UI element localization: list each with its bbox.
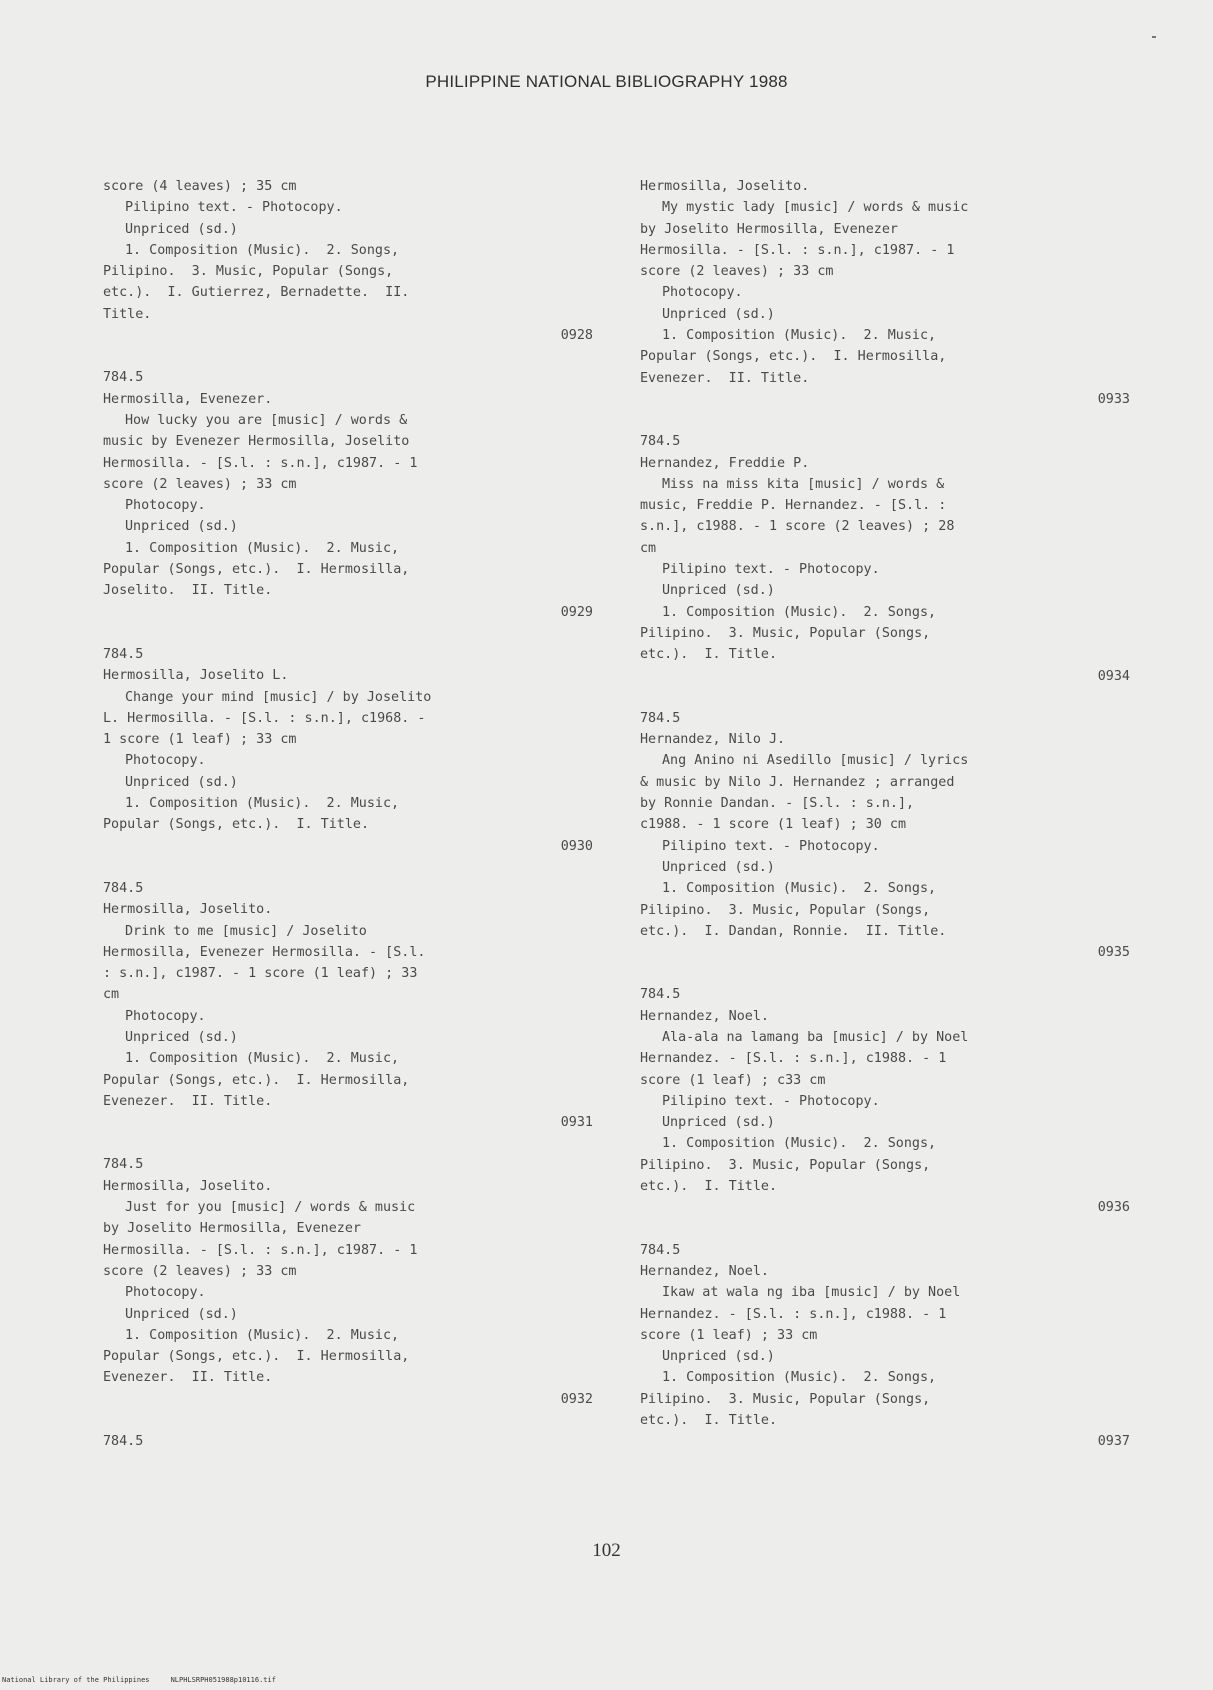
- entry-line: & music by Nilo J. Hernandez ; arranged: [640, 774, 955, 790]
- entry-line: music by Evenezer Hermosilla, Joselito: [103, 434, 410, 450]
- entry-line: Hermosilla, Joselito.: [103, 902, 273, 918]
- entry-line: by Ronnie Dandan. - [S.l. : s.n.],: [640, 796, 915, 812]
- entry-line: L. Hermosilla. - [S.l. : s.n.], c1968. -: [103, 710, 426, 726]
- entry-line: Miss na miss kita [music] / words &: [662, 476, 945, 492]
- scan-mark: [1152, 36, 1156, 38]
- entry-line: score (2 leaves) ; 33 cm: [103, 476, 297, 492]
- entry-line: Hernandez, Nilo J.: [640, 732, 786, 748]
- bibliography-entry: [103, 878, 593, 1134]
- entry-number: 0935: [1097, 945, 1130, 961]
- classification-number: 784.5: [103, 370, 144, 386]
- entry-line: 1. Composition (Music). 2. Music,: [125, 1327, 400, 1343]
- entry-line: etc.). I. Title.: [640, 1179, 778, 1195]
- entry-line: score (1 leaf) ; c33 cm: [640, 1072, 826, 1088]
- entry-number: 0933: [1097, 391, 1130, 407]
- page-header: PHILIPPINE NATIONAL BIBLIOGRAPHY 1988: [425, 72, 788, 91]
- entry-line: etc.). I. Title.: [640, 1413, 778, 1429]
- classification-number: 784.5: [103, 1434, 144, 1450]
- entry-line: Photocopy.: [662, 285, 743, 301]
- entry-line: Ala-ala na lamang ba [music] / by Noel: [662, 1029, 969, 1045]
- entry-line: : s.n.], c1987. - 1 score (1 leaf) ; 33: [103, 966, 418, 982]
- right-column: [640, 176, 1130, 1474]
- entry-line: Unpriced (sd.): [662, 583, 775, 599]
- entry-line: Unpriced (sd.): [662, 306, 775, 322]
- entry-line: 1. Composition (Music). 2. Songs,: [662, 604, 937, 620]
- entry-line: Drink to me [music] / Joselito: [125, 923, 367, 939]
- entry-line: Pilipino text. - Photocopy.: [662, 1093, 880, 1109]
- entry-line: Hermosilla. - [S.l. : s.n.], c1987. - 1: [103, 1242, 418, 1258]
- entry-line: Change your mind [music] / by Joselito: [125, 689, 432, 705]
- entry-line: Popular (Songs, etc.). I. Hermosilla,: [640, 349, 947, 365]
- classification-number: 784.5: [640, 1242, 681, 1258]
- bibliography-entry: [640, 984, 1130, 1218]
- entry-number: 0934: [1097, 668, 1130, 684]
- entry-line: 1. Composition (Music). 2. Songs,: [662, 1370, 937, 1386]
- bibliography-entry: [103, 176, 593, 346]
- entry-line: Hermosilla. - [S.l. : s.n.], c1987. - 1: [640, 242, 955, 258]
- entry-line: Photocopy.: [125, 498, 206, 514]
- entry-line: Evenezer. II. Title.: [103, 1093, 273, 1109]
- bibliography-entry: [640, 1240, 1130, 1453]
- entry-line: 1. Composition (Music). 2. Music,: [125, 540, 400, 556]
- entry-line: Evenezer. II. Title.: [640, 370, 810, 386]
- scan-footer: National Library of the Philippines NLPHLSRPH051988p10116.tif: [2, 1676, 276, 1684]
- classification-number: 784.5: [103, 646, 144, 662]
- entry-line: Popular (Songs, etc.). I. Hermosilla,: [103, 1072, 410, 1088]
- entry-line: Photocopy.: [125, 1008, 206, 1024]
- entry-line: Hernandez. - [S.l. : s.n.], c1988. - 1: [640, 1051, 947, 1067]
- entry-line: by Joselito Hermosilla, Evenezer: [640, 221, 898, 237]
- entry-line: etc.). I. Dandan, Ronnie. II. Title.: [640, 923, 947, 939]
- entry-line: Unpriced (sd.): [125, 774, 238, 790]
- entry-line: Pilipino. 3. Music, Popular (Songs,: [640, 902, 931, 918]
- entry-number: 0936: [1097, 1200, 1130, 1216]
- entry-line: Evenezer. II. Title.: [103, 1370, 273, 1386]
- entry-line: 1. Composition (Music). 2. Songs,: [662, 881, 937, 897]
- entry-line: Joselito. II. Title.: [103, 583, 273, 599]
- entry-line: music, Freddie P. Hernandez. - [S.l. :: [640, 498, 947, 514]
- entry-line: Hermosilla, Evenezer.: [103, 391, 273, 407]
- entry-line: etc.). I. Gutierrez, Bernadette. II.: [103, 285, 410, 301]
- entry-line: Hermosilla, Evenezer Hermosilla. - [S.l.: [103, 944, 426, 960]
- entry-line: 1. Composition (Music). 2. Music,: [125, 1051, 400, 1067]
- classification-number: 784.5: [640, 987, 681, 1003]
- entry-line: Unpriced (sd.): [662, 859, 775, 875]
- bibliography-entry: [640, 708, 1130, 964]
- entry-line: score (2 leaves) ; 33 cm: [103, 1263, 297, 1279]
- entry-number: 0931: [560, 1115, 593, 1131]
- entry-line: Ikaw at wala ng iba [music] / by Noel: [662, 1285, 961, 1301]
- bibliography-entry: [640, 176, 1130, 410]
- bibliography-entry: [103, 644, 593, 857]
- bibliography-entry: [103, 1154, 593, 1410]
- entry-line: 1 score (1 leaf) ; 33 cm: [103, 732, 297, 748]
- entry-number: 0937: [1097, 1434, 1130, 1450]
- classification-number: 784.5: [103, 880, 144, 896]
- entry-line: Hernandez, Freddie P.: [640, 455, 810, 471]
- classification-number: 784.5: [640, 710, 681, 726]
- entry-line: cm: [103, 987, 120, 1003]
- entry-line: s.n.], c1988. - 1 score (2 leaves) ; 28: [640, 519, 955, 535]
- entry-line: Popular (Songs, etc.). I. Hermosilla,: [103, 1349, 410, 1365]
- entry-line: Pilipino. 3. Music, Popular (Songs,: [640, 625, 931, 641]
- entry-line: Pilipino text. - Photocopy.: [662, 562, 880, 578]
- left-column: [103, 176, 593, 1473]
- entry-line: Hermosilla, Joselito.: [640, 179, 810, 194]
- entry-line: Pilipino. 3. Music, Popular (Songs,: [640, 1391, 931, 1407]
- entry-line: 1. Composition (Music). 2. Music,: [125, 796, 400, 812]
- page-number: 102: [592, 1540, 621, 1561]
- entry-line: etc.). I. Title.: [640, 647, 778, 663]
- entry-line: How lucky you are [music] / words &: [125, 412, 408, 428]
- entry-line: 1. Composition (Music). 2. Music,: [662, 328, 937, 344]
- entry-line: Popular (Songs, etc.). I. Hermosilla,: [103, 562, 410, 578]
- entry-line: Hermosilla, Joselito.: [103, 1178, 273, 1194]
- entry-line: Hernandez, Noel.: [640, 1008, 769, 1024]
- entry-line: Unpriced (sd.): [125, 519, 238, 535]
- entry-line: Hermosilla. - [S.l. : s.n.], c1987. - 1: [103, 455, 418, 471]
- entry-line: Popular (Songs, etc.). I. Title.: [103, 817, 370, 833]
- entry-number: 0928: [560, 328, 593, 344]
- entry-line: 1. Composition (Music). 2. Songs,: [662, 1136, 937, 1152]
- entry-line: Pilipino text. - Photocopy.: [125, 200, 343, 216]
- entry-number: 0930: [560, 838, 593, 854]
- entry-line: Pilipino. 3. Music, Popular (Songs,: [640, 1157, 931, 1173]
- entry-line: cm: [640, 540, 657, 556]
- entry-line: by Joselito Hermosilla, Evenezer: [103, 1221, 361, 1237]
- entry-line: c1988. - 1 score (1 leaf) ; 30 cm: [640, 817, 907, 833]
- entry-line: My mystic lady [music] / words & music: [662, 200, 969, 216]
- entry-line: Just for you [music] / words & music: [125, 1200, 416, 1216]
- entry-line: Unpriced (sd.): [662, 1115, 775, 1131]
- entry-number: 0929: [560, 604, 593, 620]
- entry-line: Hernandez. - [S.l. : s.n.], c1988. - 1: [640, 1306, 947, 1322]
- entry-line: Unpriced (sd.): [662, 1349, 775, 1365]
- entry-line: Pilipino text. - Photocopy.: [662, 838, 880, 854]
- entry-line: Hernandez, Noel.: [640, 1263, 769, 1279]
- entry-line: score (2 leaves) ; 33 cm: [640, 264, 834, 280]
- bibliography-entry: [103, 367, 593, 623]
- entry-line: Unpriced (sd.): [125, 221, 238, 237]
- entry-line: score (1 leaf) ; 33 cm: [640, 1327, 818, 1343]
- classification-number: 784.5: [640, 434, 681, 450]
- entry-line: score (4 leaves) ; 35 cm: [103, 179, 297, 194]
- entry-line: Pilipino. 3. Music, Popular (Songs,: [103, 264, 394, 280]
- entry-line: Title.: [103, 306, 152, 322]
- entry-line: Photocopy.: [125, 1285, 206, 1301]
- bibliography-entry: [103, 1431, 593, 1452]
- entry-line: Unpriced (sd.): [125, 1029, 238, 1045]
- entry-line: Unpriced (sd.): [125, 1306, 238, 1322]
- bibliography-entry: [640, 431, 1130, 687]
- entry-line: 1. Composition (Music). 2. Songs,: [125, 242, 400, 258]
- entry-number: 0932: [560, 1391, 593, 1407]
- entry-line: Ang Anino ni Asedillo [music] / lyrics: [662, 753, 969, 769]
- entry-line: Photocopy.: [125, 753, 206, 769]
- entry-line: Hermosilla, Joselito L.: [103, 668, 289, 684]
- classification-number: 784.5: [103, 1157, 144, 1173]
